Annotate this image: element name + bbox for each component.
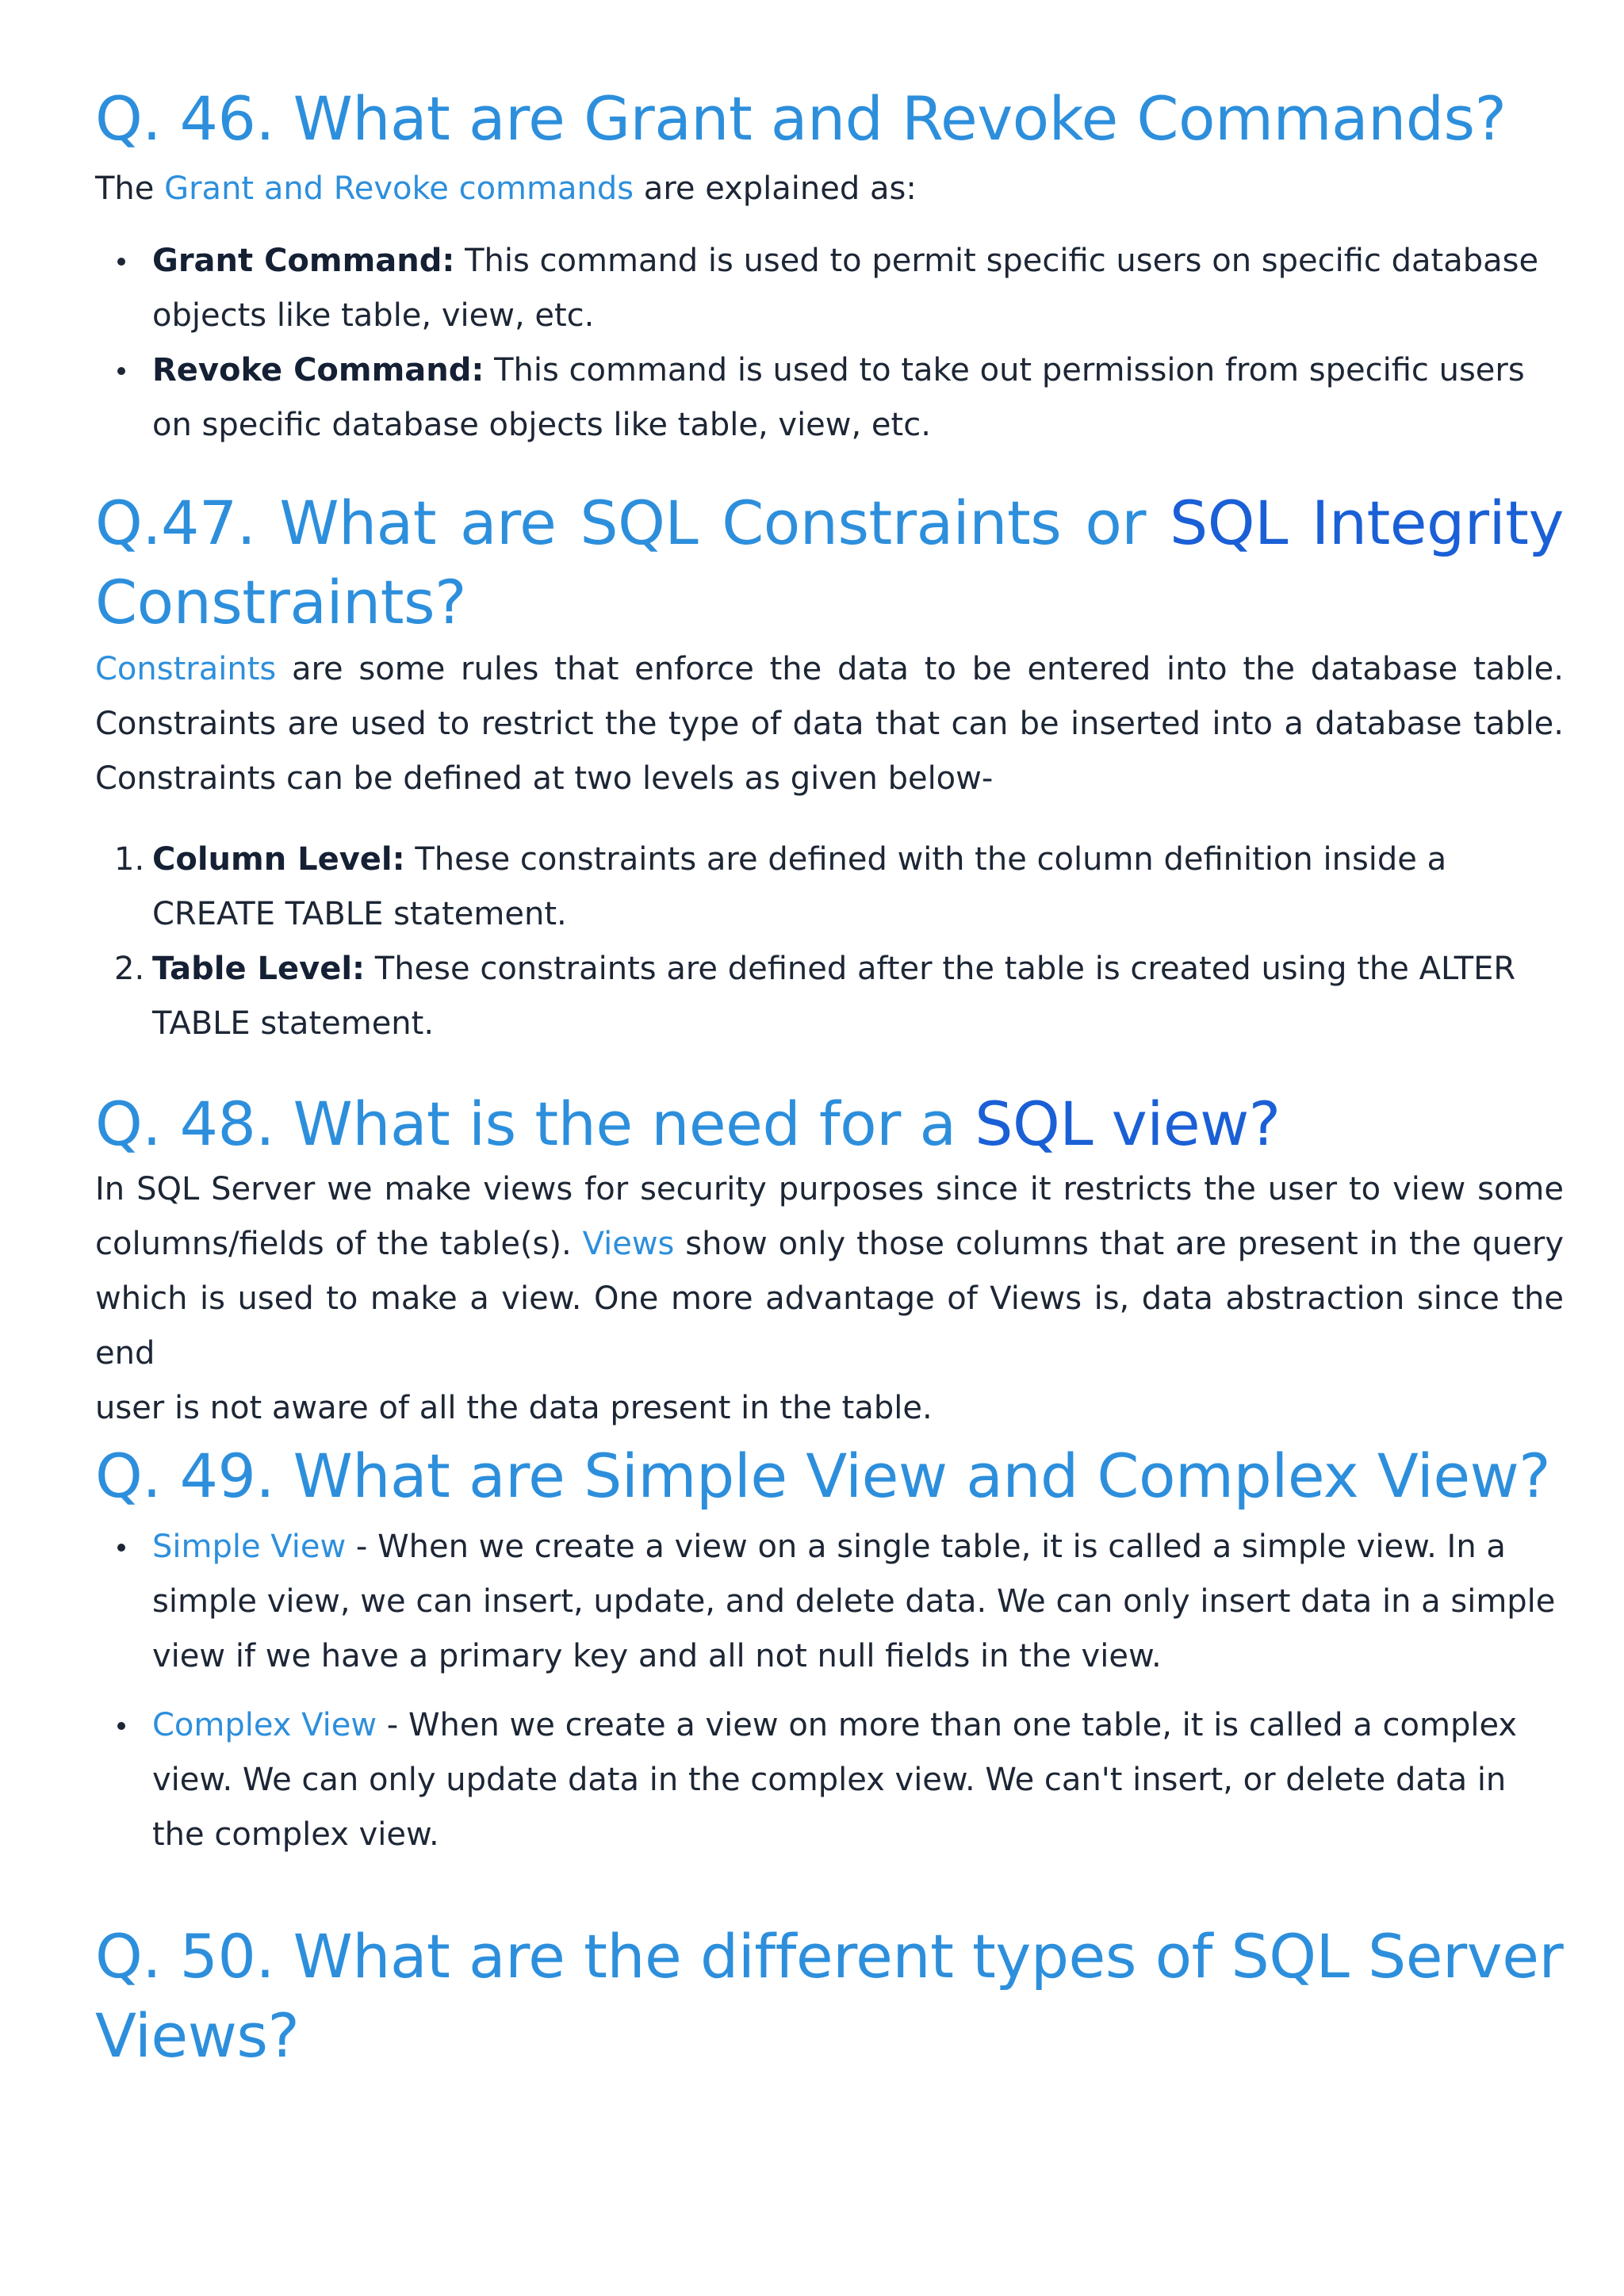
list-item <box>95 343 1564 453</box>
q48-para-post: show only those columns that are present in the query which is used to make a view. One more advantage of Views is, data abstraction since the end <box>95 1226 1564 1372</box>
list-item-text: This command is used to take out permission from specific users on specific database objects like table, view, etc. <box>152 352 1525 443</box>
sql-view-link[interactable]: SQL view? <box>975 1089 1281 1159</box>
list-item <box>95 1520 1564 1684</box>
list-item-term: Table Level: <box>152 951 366 987</box>
q47-word: Constraints <box>722 488 1062 558</box>
views-link[interactable]: Views <box>582 1226 675 1262</box>
q48-heading-text: Q. 48. What is the need for a <box>95 1089 975 1159</box>
q46-intro <box>95 162 917 216</box>
q47-paragraph <box>95 642 1564 806</box>
q47-word: What <box>279 488 436 558</box>
q47-word: Q.47. <box>95 488 256 558</box>
q47-word: SQL <box>580 488 699 558</box>
list-item-text: - When we create a view on more than one table, it is called a complex view. We can only update data in the complex view. We can't insert, or delete data in the complex view. <box>152 1707 1518 1853</box>
grant-revoke-link[interactable]: Grant and Revoke commands <box>164 170 634 207</box>
q47-list <box>95 832 1564 1051</box>
q46-heading: Q. 46. What are Grant and Revoke Commands? <box>95 83 1507 154</box>
list-item <box>95 832 1564 942</box>
list-number: 2. <box>114 951 145 987</box>
complex-view-link[interactable]: Complex View <box>152 1707 377 1743</box>
q48-heading <box>95 1085 1281 1164</box>
q48-paragraph <box>95 1162 1564 1436</box>
list-item <box>95 942 1564 1051</box>
list-item-text: This command is used to permit specific users on specific database objects like table, view, etc. <box>152 243 1539 334</box>
q47-heading-line1 <box>95 484 1564 563</box>
q49-list <box>95 1520 1564 1862</box>
simple-view-link[interactable]: Simple View <box>152 1529 347 1565</box>
sql-integrity-link[interactable]: Integrity <box>1311 488 1564 558</box>
q49-heading: Q. 49. What are Simple View and Complex View? <box>95 1441 1551 1511</box>
q46-intro-pre: The <box>95 170 165 207</box>
q50-heading <box>95 1917 1564 2076</box>
sql-integrity-link[interactable]: SQL <box>1170 488 1288 558</box>
q46-intro-post: are explained as: <box>634 170 917 207</box>
constraints-link[interactable]: Constraints <box>95 651 277 687</box>
q50-heading-line1: Q. 50. What are the different types of SQL Server <box>95 1921 1564 1992</box>
q50-heading-line2: Views? <box>95 2000 300 2071</box>
list-item-text: - When we create a view on a single table, it is called a simple view. In a simple view, we can insert, update, and delete data. We can only insert data in a simple view if we have a primary key and all not null fields in the view. <box>152 1529 1556 1674</box>
list-item-term: Column Level: <box>152 841 405 878</box>
q48-para-line2: user is not aware of all the data present in the table. <box>95 1390 933 1426</box>
list-number: 1. <box>114 841 145 878</box>
q47-heading-line2: Constraints? <box>95 567 466 637</box>
list-item <box>95 234 1564 343</box>
q47-word: are <box>459 488 557 558</box>
list-item-term: Revoke Command: <box>152 352 485 388</box>
q47-paragraph-text: are some rules that enforce the data to be entered into the database table. Constraints are used to restrict the type of data that can be inserted into a database table. Constraints can be defined at two levels as given below- <box>95 651 1564 797</box>
q47-heading <box>95 484 1564 642</box>
q48-para-pre: In SQL Server we make views for security purposes since it restricts the user to view some columns/fields of the table(s). <box>95 1171 1564 1262</box>
q47-word: or <box>1085 488 1147 558</box>
list-item-text: These constraints are defined with the column definition inside a CREATE TABLE statement. <box>152 841 1447 932</box>
list-item <box>95 1698 1564 1862</box>
list-item-text: These constraints are defined after the table is created using the ALTER TABLE statement. <box>152 951 1516 1042</box>
q46-list <box>95 234 1564 453</box>
list-item-term: Grant Command: <box>152 243 455 279</box>
q48-paragraph-main <box>95 1162 1564 1381</box>
